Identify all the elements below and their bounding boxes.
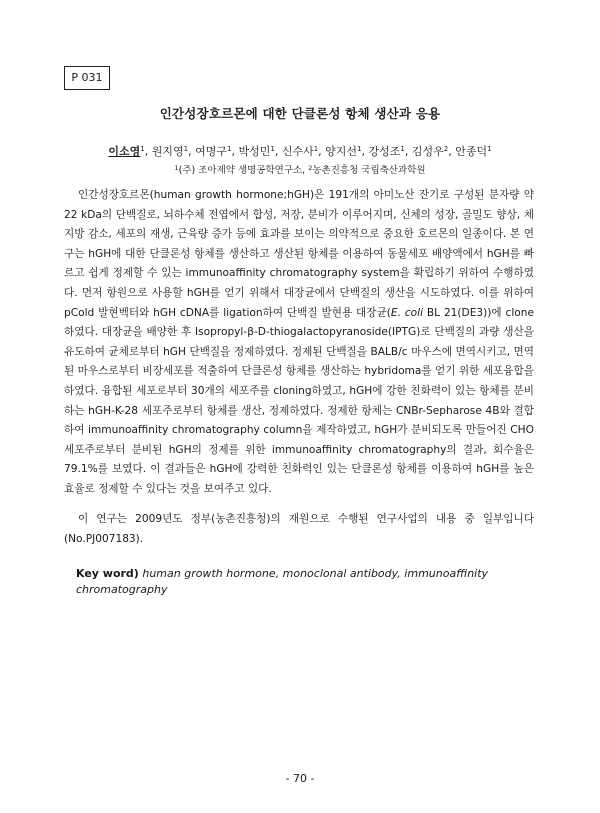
author-sup: 1 (183, 145, 189, 153)
author-name: 양지선 (325, 145, 358, 158)
abstract-code-box: P 031 (64, 66, 110, 90)
author-name: 원지영 (151, 145, 184, 158)
author-name: 김성우 (411, 145, 444, 158)
author-sup: 1 (313, 145, 319, 153)
author-sup: 1 (270, 145, 275, 153)
author-name: 신수사 (281, 145, 314, 158)
funding-paragraph: 이 연구는 2009년도 정부(농촌진흥청)의 재원으로 수행된 연구사업의 내용 중 일부입니다(No.PJ007183). (64, 513, 534, 545)
author-name: 이소영 (108, 145, 141, 158)
author-sup: 1 (357, 145, 362, 153)
author-name: 여명구 (195, 145, 227, 158)
page-number: - 70 - (285, 772, 315, 785)
affil-sup: 2 (308, 164, 313, 172)
author-sup: 1 (226, 145, 232, 153)
species-name: E. coli (390, 306, 424, 319)
keywords (76, 566, 546, 598)
author-name: 박성민 (238, 145, 271, 158)
author-name: 강성조 (368, 145, 401, 158)
author-sup: 1 (487, 145, 492, 153)
paper-title: 인간성장호르몬에 대한 단클론성 항체 생산과 응용 (159, 106, 441, 121)
author-sup: 1 (140, 145, 145, 153)
abstract-paragraph (64, 186, 534, 500)
abstract-text: BL 21(DE3))에 clone하였다. 대장균을 배양한 후 Isopropyl-β-D-thiogalactopyranoside(IPTG)로 단백질의 과량 생산을 유도하여 균체로부터 hGH 단백질을 정제하였다. 정제된 단백질을 BALB/c 마우스에 면역시키고, 면역된 마우스로부터 비장세포를 적출하여 단클론성 항체를 생산하는 hybridoma를 얻기 위한 세포융합을 하였다. 융합된 세포로부터 30개의 세포주를 cloning하였고, hGH에 강한 친화력이 있는 항체를 분비하는 hGH-K-28 세포주로부터 항체를 생산, 정제하였다. 정제한 항체는 CNBr-Sepharose 4B와 결합하여 immunoaffinity chromatography column을 제작하였고, hGH가 분비되도록 만들어진 CHO 세포주로부터 분비된 hGH의 정제를 위한 immunoaffinity chromatography의 결과, 회수율은 79.1%를 보였다. 이 결과들은 hGH에 강력한 친화력인 있는 단클론성 항체를 이용하여 hGH를 높은 효율로 정제할 수 있다는 것을 보여주고 있다. (64, 306, 534, 495)
author-sup: 2 (443, 145, 449, 153)
author-list: 이소영$^1$, 원지영$^1$, 여명구$^1$, 박성민$^1$, 신수사$^1$, 양지선$^1$, 강성조$^1$, 김성우$^2$, 안종덕$^1$ (108, 145, 492, 158)
affiliations (0, 162, 600, 176)
affil-text: 농촌진흥청 국립축산과학원 (312, 165, 426, 176)
author-name: 안종덕 (455, 145, 488, 158)
keywords-text: human growth hormone, monoclonal antibody, immunoaffinity chromatography (76, 567, 489, 596)
abstract-text: 인간성장호르몬(human growth hormone;hGH)은 191개의 아미노산 잔기로 구성된 분자량 약 22 kDa의 단백질로, 뇌하수체 전엽에서 합성, 저장, 분비가 이루어지며, 신체의 성장, 골밀도 향상, 체지방 감소, 세포의 재생, 근육량 증가 등에 효과를 보이는 의약적으로 중요한 호르몬의 일종이다. 본 연구는 hGH에 대한 단클론성 항체를 생산하고 생산된 항체를 이용하여 동물세포 배양액에서 hGH를 빠르고 쉽게 정제할 수 있는 immunoaffinity chromatography system을 확립하기 위하여 수행하였다. 먼저 항원으로 사용할 hGH를 얻기 위해서 대장균에서 단백질의 생산을 시도하였다. 이를 위하여 pCold 발현벡터와 hGH cDNA를 ligation하여 단백질 발현용 대장균( (64, 189, 534, 319)
author-sup: 1 (400, 145, 405, 153)
keywords-label: Key word) (76, 567, 139, 580)
affil-text: (주) 조아제약 생명공학연구소, (178, 165, 309, 176)
affil-sup: 1 (174, 164, 179, 172)
